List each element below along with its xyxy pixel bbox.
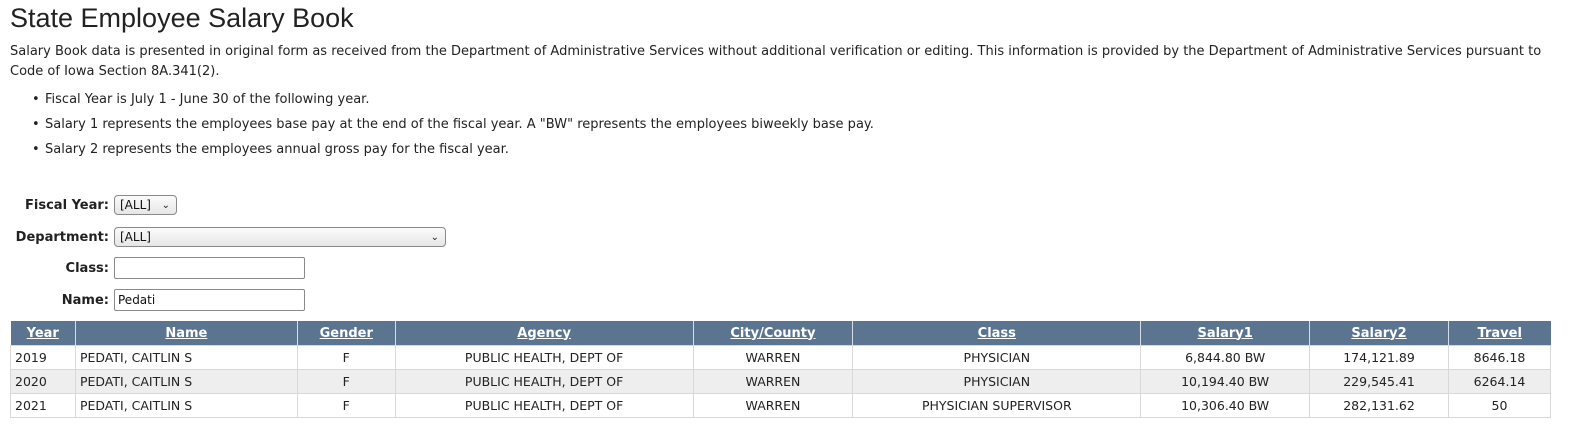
column-header-name[interactable]: Name <box>75 321 297 346</box>
column-header-class[interactable]: Class <box>853 321 1141 346</box>
note-text: Salary 2 represents the employees annual gross pay for the fiscal year. <box>45 142 509 157</box>
cell-salary2: 282,131.62 <box>1310 394 1449 418</box>
class-input[interactable] <box>114 257 305 279</box>
bullet-icon: • <box>32 142 40 157</box>
cell-salary2: 229,545.41 <box>1310 370 1449 394</box>
cell-year: 2021 <box>11 394 76 418</box>
cell-city-county: WARREN <box>693 394 853 418</box>
cell-salary1: 10,306.40 BW <box>1141 394 1310 418</box>
cell-name: PEDATI, CAITLIN S <box>75 370 297 394</box>
class-row <box>10 257 305 279</box>
column-header-travel[interactable]: Travel <box>1448 321 1550 346</box>
cell-class: PHYSICIAN SUPERVISOR <box>853 394 1141 418</box>
intro-text: Salary Book data is presented in original form as received from the Department of Administrative Services without additional verification or editing. This information is provided by the Department of Administrative Services pursuant to Code of Iowa Section 8A.341(2). <box>10 44 1542 79</box>
name-row <box>10 289 305 311</box>
department-value: [ALL] <box>120 230 151 244</box>
cell-salary1: 10,194.40 BW <box>1141 370 1310 394</box>
cell-agency: PUBLIC HEALTH, DEPT OF <box>395 346 693 370</box>
cell-city-county: WARREN <box>693 346 853 370</box>
fiscal-year-value: [ALL] <box>120 198 151 212</box>
department-select[interactable] <box>114 227 446 247</box>
name-input[interactable]: Pedati <box>114 289 305 311</box>
fiscal-year-label: Fiscal Year: <box>25 197 109 213</box>
column-header-city-county[interactable]: City/County <box>693 321 853 346</box>
cell-travel: 50 <box>1448 394 1550 418</box>
cell-gender: F <box>297 394 395 418</box>
cell-class: PHYSICIAN <box>853 370 1141 394</box>
chevron-down-icon: ⌄ <box>161 199 170 211</box>
note-item <box>26 140 874 165</box>
fiscal-year-select[interactable] <box>114 195 177 215</box>
column-header-gender[interactable]: Gender <box>297 321 395 346</box>
cell-travel: 8646.18 <box>1448 346 1550 370</box>
cell-agency: PUBLIC HEALTH, DEPT OF <box>395 394 693 418</box>
chevron-down-icon: ⌄ <box>430 231 439 243</box>
cell-class: PHYSICIAN <box>853 346 1141 370</box>
cell-name: PEDATI, CAITLIN S <box>75 346 297 370</box>
salary-table <box>10 321 1551 418</box>
department-row <box>10 226 446 248</box>
department-label: Department: <box>15 229 109 245</box>
table-row <box>11 394 1551 418</box>
notes-list <box>26 90 874 165</box>
column-header-year[interactable]: Year <box>11 321 76 346</box>
cell-year: 2020 <box>11 370 76 394</box>
page-title: State Employee Salary Book <box>10 3 354 33</box>
cell-gender: F <box>297 346 395 370</box>
cell-gender: F <box>297 370 395 394</box>
column-header-salary1[interactable]: Salary1 <box>1141 321 1310 346</box>
cell-agency: PUBLIC HEALTH, DEPT OF <box>395 370 693 394</box>
note-item <box>26 90 874 115</box>
fiscal-year-row <box>10 194 177 216</box>
cell-name: PEDATI, CAITLIN S <box>75 394 297 418</box>
bullet-icon: • <box>32 117 40 132</box>
note-text: Fiscal Year is July 1 - June 30 of the following year. <box>45 92 370 107</box>
note-item <box>26 115 874 140</box>
cell-city-county: WARREN <box>693 370 853 394</box>
table-row <box>11 370 1551 394</box>
cell-year: 2019 <box>11 346 76 370</box>
cell-salary2: 174,121.89 <box>1310 346 1449 370</box>
table-row <box>11 346 1551 370</box>
table-header-row <box>11 321 1551 346</box>
bullet-icon: • <box>32 92 40 107</box>
column-header-agency[interactable]: Agency <box>395 321 693 346</box>
name-label: Name: <box>61 292 109 308</box>
note-text: Salary 1 represents the employees base pay at the end of the fiscal year. A "BW" represents the employees biweekly base pay. <box>45 117 874 132</box>
column-header-salary2[interactable]: Salary2 <box>1310 321 1449 346</box>
cell-salary1: 6,844.80 BW <box>1141 346 1310 370</box>
class-label: Class: <box>65 260 109 276</box>
cell-travel: 6264.14 <box>1448 370 1550 394</box>
